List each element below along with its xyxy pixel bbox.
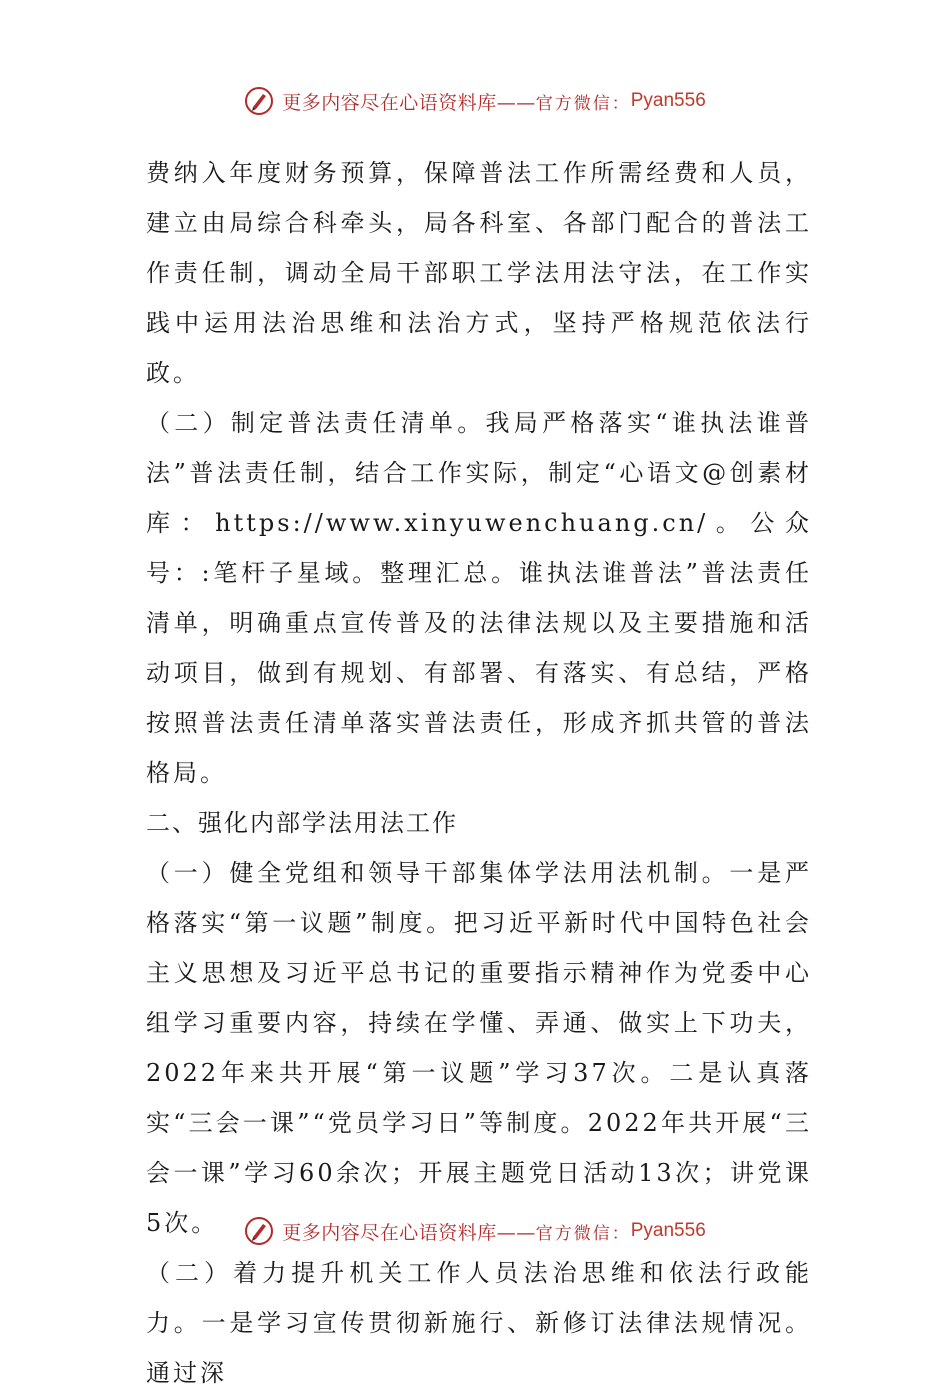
paragraph-legal-thinking: （二）着力提升机关工作人员法治思维和依法行政能力。一是学习宣传贯彻新施行、新修订法律法规情况。通过深 (146, 1259, 812, 1387)
paragraph-party-study-mechanism: （一）健全党组和领导干部集体学法用法机制。一是严格落实“第一议题”制度。把习近平新时代中国特色社会主义思想及习近平总书记的重要指示精神作为党委中心组学习重要内容，持续在学懂、弄通、做实上下功夫，2022年来共开展“第一议题”学习37次。二是认真落实“三会一课”“党员学习日”等制度。2022年共开展“三会一课”学习60余次；开展主题党日活动13次；讲党课5次。 (146, 859, 812, 1237)
footer-watermark-banner (0, 1214, 950, 1248)
brand-logo-icon (244, 86, 274, 116)
document-body (146, 148, 812, 1398)
header-wechat-id: Pyan556 (630, 90, 706, 111)
footer-wechat-id: Pyan556 (630, 1220, 706, 1241)
paragraph-responsibility-list: （二）制定普法责任清单。我局严格落实“谁执法谁普法”普法责任制，结合工作实际，制定“心语文@创素材库：https://www.xinyuwenchuang.cn/。公众号：:笔杆子星域。整理汇总。谁执法谁普法”普法责任清单，明确重点宣传普及的法律法规以及主要措施和活动项目，做到有规划、有部署、有落实、有总结，严格按照普法责任清单落实普法责任，形成齐抓共管的普法格局。 (146, 409, 812, 787)
header-brand-text: 更多内容尽在心语资料库—— (282, 91, 536, 114)
footer-wechat-label: 官方微信： (535, 1223, 631, 1244)
header-watermark-banner (0, 84, 950, 118)
brand-logo-icon (244, 1216, 274, 1246)
section-heading-internal-study: 二、强化内部学法用法工作 (146, 809, 458, 837)
paragraph-budget: 费纳入年度财务预算，保障普法工作所需经费和人员，建立由局综合科牵头，局各科室、各部门配合的普法工作责任制，调动全局干部职工学法用法守法，在工作实践中运用法治思维和法治方式，坚持严格规范依法行政。 (146, 159, 812, 387)
header-wechat-label: 官方微信： (535, 93, 631, 114)
footer-brand-text: 更多内容尽在心语资料库—— (282, 1221, 536, 1244)
